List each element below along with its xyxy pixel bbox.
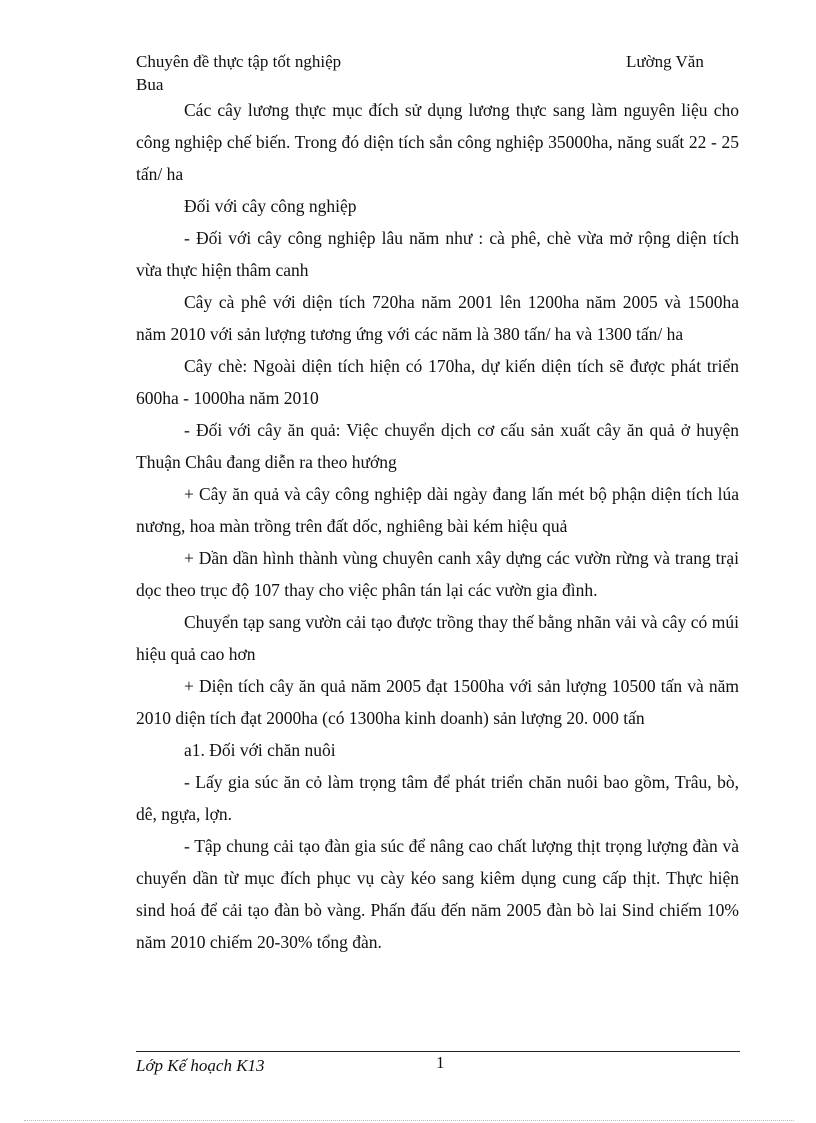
- page-bottom-edge: [24, 1120, 794, 1121]
- header-author-continuation: Bua: [136, 75, 164, 94]
- paragraph: - Tập chung cải tạo đàn gia súc để nâng cao chất lượng thịt trọng lượng đàn và chuyển dần từ mục đích phục vụ cày kéo sang kiêm dụng cung cấp thịt. Thực hiện sind hoá để cải tạo đàn bò vàng. Phấn đấu đến năm 2005 đàn bò lai Sind chiếm 10% năm 2010 chiếm 20-30% tổng đàn.: [136, 836, 739, 952]
- footer-class-label: Lớp Kế hoạch K13: [136, 1056, 265, 1075]
- paragraph: - Lấy gia súc ăn cỏ làm trọng tâm để phát triển chăn nuôi bao gồm, Trâu, bò, dê, ngựa, lợn.: [136, 772, 739, 824]
- paragraph: + Dần dần hình thành vùng chuyên canh xây dựng các vườn rừng và trang trại dọc theo trục độ 107 thay cho việc phân tán lại các vườn gia đình.: [136, 548, 739, 600]
- paragraph: Cây chè: Ngoài diện tích hiện có 170ha, dự kiến diện tích sẽ được phát triển 600ha - 1000ha năm 2010: [136, 356, 739, 408]
- section-heading: a1. Đối với chăn nuôi: [184, 740, 336, 760]
- paragraph: - Đối với cây ăn quả: Việc chuyển dịch cơ cấu sản xuất cây ăn quả ở huyện Thuận Châu đang diễn ra theo hướng: [136, 420, 739, 472]
- paragraph: Cây cà phê với diện tích 720ha năm 2001 lên 1200ha năm 2005 và 1500ha năm 2010 với sản lượng tương ứng với các năm là 380 tấn/ ha và 1300 tấn/ ha: [136, 292, 739, 344]
- paragraph: + Cây ăn quả và cây công nghiệp dài ngày đang lấn mét bộ phận diện tích lúa nương, hoa màn trồng trên đất dốc, nghiêng bài kém hiệu quả: [136, 484, 739, 536]
- paragraph: Các cây lương thực mục đích sử dụng lương thực sang làm nguyên liệu cho công nghiệp chế biến. Trong đó diện tích sắn công nghiệp 35000ha, năng suất 22 - 25 tấn/ ha: [136, 100, 739, 184]
- header-title: Chuyên đề thực tập tốt nghiệp: [136, 52, 342, 71]
- paragraph: - Đối với cây công nghiệp lâu năm như : cà phê, chè vừa mở rộng diện tích vừa thực hiện thâm canh: [136, 228, 739, 280]
- footer-divider: [136, 1051, 740, 1052]
- page-number: 1: [436, 1053, 445, 1072]
- paragraph: + Diện tích cây ăn quả năm 2005 đạt 1500ha với sản lượng 10500 tấn và năm 2010 diện tích đạt 2000ha (có 1300ha kinh doanh) sản lượng 20. 000 tấn: [136, 676, 739, 728]
- paragraph: Chuyển tạp sang vườn cải tạo được trồng thay thế bằng nhãn vải và cây có múi hiệu quả cao hơn: [136, 612, 739, 664]
- header-author: Lường Văn: [626, 52, 704, 71]
- paragraph: Đối với cây công nghiệp: [184, 196, 357, 216]
- document-body: [136, 94, 739, 958]
